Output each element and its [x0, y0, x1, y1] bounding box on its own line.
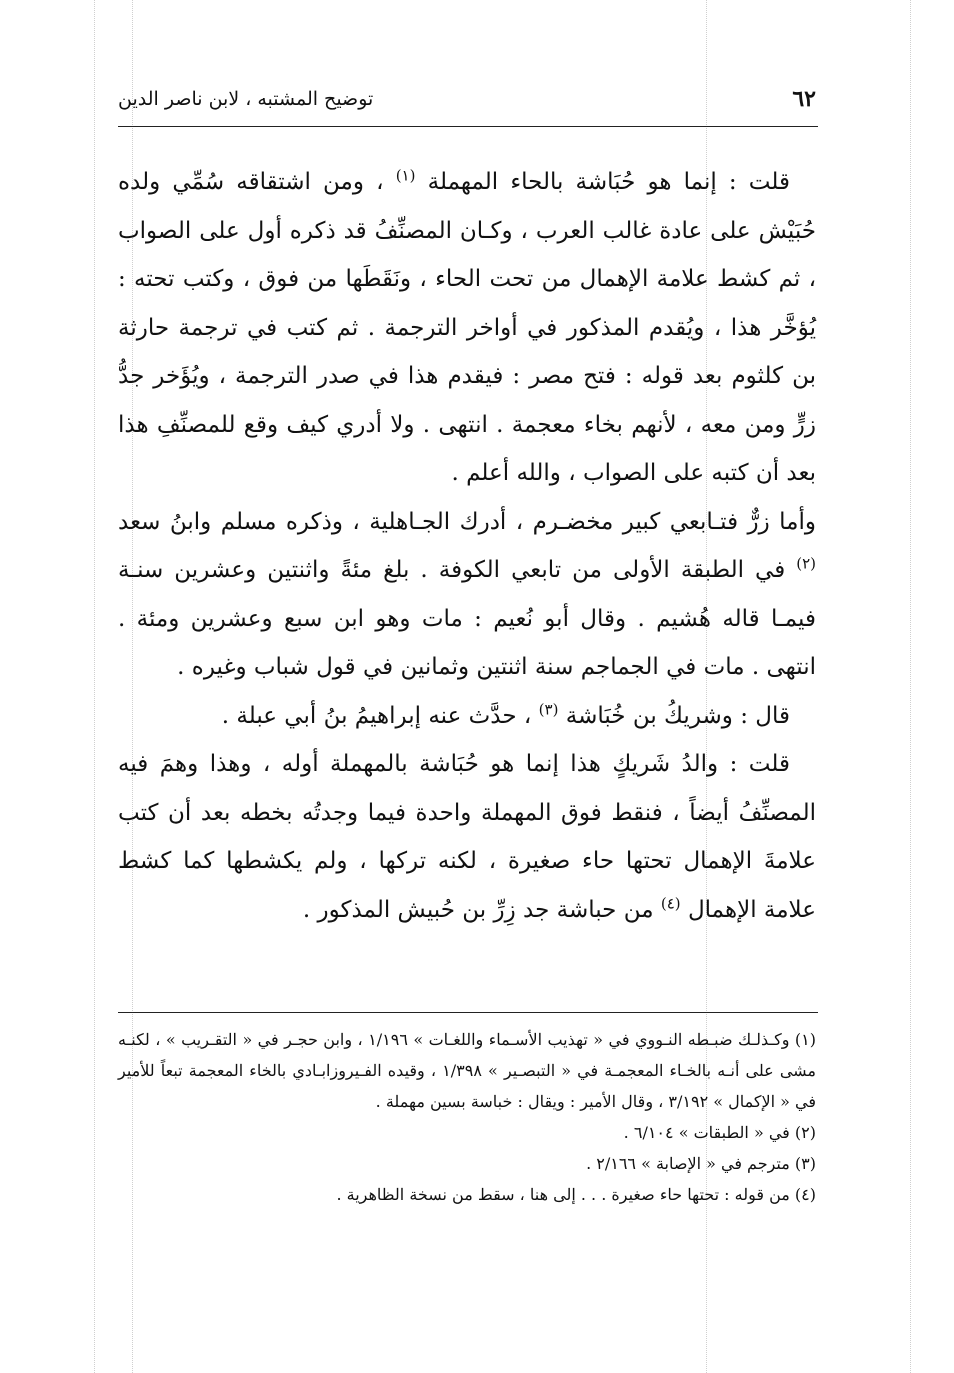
scan-artifact-line — [94, 0, 95, 1373]
paragraph — [118, 692, 816, 741]
page-number: ٦٢ — [792, 86, 816, 112]
footnote-divider — [118, 1012, 818, 1013]
paragraph-text: في الطبقة الأولى من تابعي الكوفة . بلغ مئةً واثنتين وعشرين سنـة فيمـا قاله هُشيم . وقال أبو نُعيم : مات وهو ابن سبع وعشرين ومئة . انتهى . مات في الجماجم سنة اثنتين وثمانين في قول شباب وغيره . — [118, 557, 816, 680]
scan-artifact-line — [910, 0, 911, 1373]
paragraph — [118, 158, 816, 498]
paragraph — [118, 498, 816, 692]
paragraph — [118, 740, 816, 934]
footnotes — [118, 1024, 816, 1210]
header-divider — [118, 126, 818, 127]
footnote-reference[interactable]: (٢) — [796, 554, 816, 573]
main-text — [118, 158, 816, 934]
paragraph-text: وأما زرٌّ فتـابعي كبير مخضـرم ، أدرك الجـاهلية ، وذكره مسلم وابنُ سعد — [118, 508, 816, 535]
footnote-3: (٣) مترجم في « الإصابة » ٢/١٦٦ . — [586, 1154, 816, 1173]
footnote-4: (٤) من قوله : تحتها حاء صغيرة . . . إلى هنا ، سقط من نسخة الظاهرية . — [336, 1185, 816, 1204]
paragraph-text: ، حدَّث عنه إبراهيمُ بنُ أبي عبلة . — [221, 702, 532, 729]
running-title: توضيح المشتبه ، لابن ناصر الدين — [118, 88, 374, 110]
paragraph-text: قلت : والدُ شَريكٍ هذا إنما هو حُبَاشة بالمهملة أوله ، وهذا وهمَ فيه المصنِّفُ أيضاً ، فنقط فوق المهملة واحدة فيما وجدتُه بخطه بعد أن كتب علامةَ الإهمال تحتها حاء صغيرة ، لكنه تركها ، ولم يكشطها كما كشط علامة الإهمال — [118, 751, 816, 923]
footnote-reference[interactable]: (١) — [395, 166, 416, 185]
footnote-reference[interactable]: (٣) — [538, 699, 559, 718]
paragraph-text: قلت : إنما هو حُبَاشة بالحاء المهملة — [427, 169, 790, 195]
footnote-2: (٢) في « الطبقات » ٦/١٠٤ . — [623, 1123, 816, 1142]
paragraph-text: من حباشة جد زِرِّ بن حُبيش المذكور . — [302, 896, 654, 923]
page-header — [118, 86, 816, 126]
footnote-1: (١) وكـذلـك ضبـطه النـووي في « تهذيب الأسـماء واللغـات » ١/١٩٦ ، وابن حجـر في « التقـريب » ، لكنـه مشى على أنـه بالخـاء المعجمـة في « التبصـير » ١/٣٩٨ ، وقيده الفـيروزابـادي بالخاء المعجمة تبعاً للأمير في « الإكمال » ٣/١٩٢ ، وقال الأمير : ويقال : خباسة بسين مهملة . — [118, 1030, 816, 1111]
paragraph-text: ، ومن اشتقاقه سُمِّي ولده حُبَيْش على عادة غالب العرب ، وكـان المصنِّفُ قد ذكره أول على الصواب ، ثم كشط علامة الإهمال من تحت الحاء ، ونَقَطَها من فوق ، وكتب تحته : يُؤخَّر هذا ، ويُقدم المذكور في أواخر الترجمة . ثم كتب في ترجمة حارثة بن كلثوم بعد قوله : فتح مصر : فيقدم هذا في صدر الترجمة ، ويُؤَخر جدُّ زرٍّ ومن معه ، لأنهم بخاء معجمة . انتهى . ولا أدري كيف وقع للمصنِّفِ هذا بعد أن كتبه على الصواب ، والله أعلم . — [118, 169, 816, 486]
footnote-reference[interactable]: (٤) — [660, 893, 681, 912]
paragraph-text: قال : وشريكُ بن خُبَاشة — [565, 702, 790, 729]
